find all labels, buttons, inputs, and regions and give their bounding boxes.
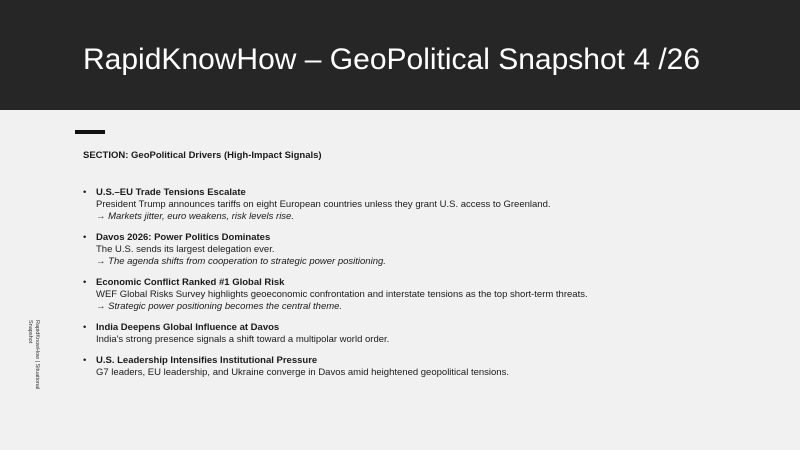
bullet-body: India's strong presence signals a shift toward a multipolar world order.	[96, 334, 390, 345]
bullet-impact: → Strategic power positioning becomes the central theme.	[96, 301, 343, 312]
bullet-impact: → Markets jitter, euro weakens, risk levels rise.	[96, 211, 294, 222]
bullet-body: G7 leaders, EU leadership, and Ukraine converge in Davos amid heightened geopolitical tensions.	[96, 367, 509, 378]
bullet-title: U.S.–EU Trade Tensions Escalate	[96, 187, 246, 198]
bullet-title: India Deepens Global Influence at Davos	[96, 322, 280, 333]
bullet-item	[83, 277, 763, 313]
bullet-marker: •	[83, 322, 87, 333]
accent-bar	[75, 130, 105, 134]
bullet-body: WEF Global Risks Survey highlights geoeconomic confrontation and interstate tensions as the top short-term threats.	[96, 289, 588, 300]
bullet-marker: •	[83, 232, 87, 243]
bullet-marker: •	[83, 277, 87, 288]
bullet-title: Economic Conflict Ranked #1 Global Risk	[96, 277, 285, 288]
bullet-item	[83, 355, 763, 379]
bullet-item	[83, 232, 763, 268]
section-heading: SECTION: GeoPolitical Drivers (High-Impact Signals)	[83, 150, 322, 161]
bullet-marker: •	[83, 355, 87, 366]
bullet-body: The U.S. sends its largest delegation ever.	[96, 244, 275, 255]
bullet-item	[83, 322, 763, 346]
bullet-list	[83, 187, 763, 388]
header-banner	[0, 0, 800, 110]
bullet-title: Davos 2026: Power Politics Dominates	[96, 232, 271, 243]
bullet-impact: → The agenda shifts from cooperation to strategic power positioning.	[96, 256, 386, 267]
footer-side-label: RapidKnowHow | Situational Snapshot	[27, 320, 40, 390]
slide-title: RapidKnowHow – GeoPolitical Snapshot 4 /26	[83, 43, 701, 76]
bullet-title: U.S. Leadership Intensifies Institutional Pressure	[96, 355, 318, 366]
bullet-item	[83, 187, 763, 223]
bullet-marker: •	[83, 187, 87, 198]
bullet-body: President Trump announces tariffs on eight European countries unless they grant U.S. access to Greenland.	[96, 199, 551, 210]
